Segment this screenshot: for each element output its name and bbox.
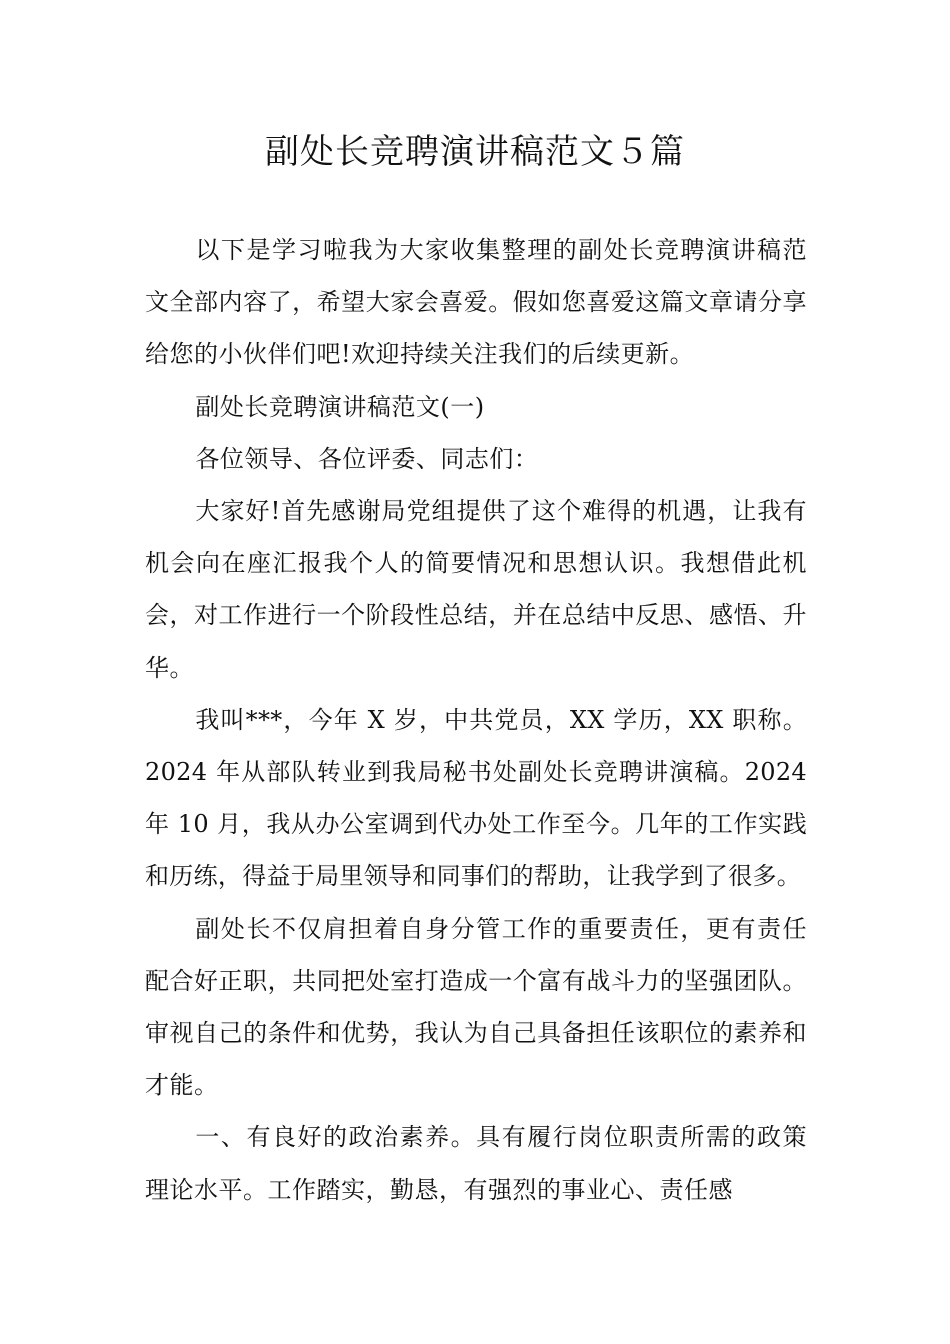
document-body: [145, 224, 807, 1216]
paragraph-intro: 以下是学习啦我为大家收集整理的副处长竞聘演讲稿范文全部内容了，希望大家会喜爱。假如您喜爱这篇文章请分享给您的小伙伴们吧!欢迎持续关注我们的后续更新。: [145, 236, 807, 369]
paragraph-self-intro: 我叫***，今年 X 岁，中共党员，XX 学历，XX 职称。2024 年从部队转业到我局秘书处副处长竞聘讲演稿。2024年 10 月，我从办公室调到代办处工作至今。几年的工作实践和历练，得益于局里领导和同事们的帮助，让我学到了很多。: [145, 705, 807, 891]
document-title: 副处长竞聘演讲稿范文５篇: [265, 132, 685, 172]
paragraph-role-responsibility: 副处长不仅肩担着自身分管工作的重要责任，更有责任配合好正职，共同把处室打造成一个富有战斗力的坚强团队。审视自己的条件和优势，我认为自己具备担任该职位的素养和才能。: [145, 914, 807, 1100]
paragraph-point-one: 一、有良好的政治素养。具有履行岗位职责所需的政策理论水平。工作踏实，勤恳，有强烈的事业心、责任感: [145, 1123, 807, 1204]
paragraph-section-heading: 副处长竞聘演讲稿范文(一): [195, 392, 485, 421]
paragraph-greeting: 大家好!首先感谢局党组提供了这个难得的机遇，让我有机会向在座汇报我个人的简要情况和思想认识。我想借此机会，对工作进行一个阶段性总结，并在总结中反思、感悟、升华。: [145, 497, 807, 682]
paragraph-salutation: 各位领导、各位评委、同志们：: [195, 444, 539, 473]
